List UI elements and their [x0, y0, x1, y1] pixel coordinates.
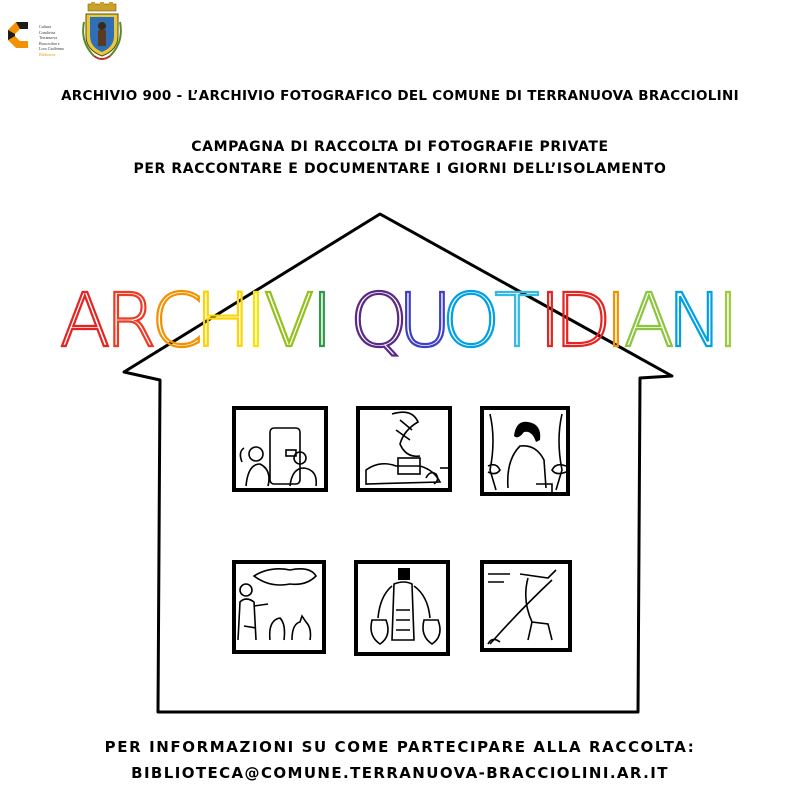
logo-line: Loro Ciuffenna [39, 46, 64, 51]
title-letter: A [623, 278, 675, 364]
logo-line: Terranuova [39, 35, 58, 40]
window-family-pets [234, 562, 324, 652]
title-letter: I [539, 278, 561, 364]
window-person-shopping [356, 562, 448, 654]
title-letter: H [195, 278, 251, 364]
logo-line: Condivisa [39, 29, 56, 35]
title-letter: Q [349, 278, 409, 364]
campaign-line-1: CAMPAGNA DI RACCOLTA DI FOTOGRAFIE PRIVATE [191, 139, 609, 155]
logo-line: Bracciolini e [39, 40, 60, 46]
title-letter: T [494, 278, 540, 364]
campaign-line-2: PER RACCONTARE E DOCUMENTARE I GIORNI DELL’ISOLAMENTO [133, 161, 667, 177]
title-letter: N [667, 278, 723, 364]
window-video-call [234, 408, 326, 490]
title-letter: I [717, 278, 739, 364]
title-letter: D [554, 278, 612, 364]
window-person-cleaning [482, 562, 570, 650]
title-letter: I [605, 278, 627, 364]
title-letter: O [441, 278, 501, 364]
title-letter: R [105, 278, 157, 364]
info-text: PER INFORMAZIONI SU COME PARTECIPARE ALLA RACCOLTA: [104, 738, 696, 756]
contact-email-link[interactable]: BIBLIOTECA@COMUNE.TERRANUOVA-BRACCIOLINI.AR.IT [131, 764, 669, 782]
title-letter: U [397, 278, 453, 364]
title-letter: A [59, 278, 111, 364]
title-letter: I [311, 278, 333, 364]
window-person-at-window [482, 408, 568, 494]
title-letter: C [151, 278, 203, 364]
archivi-quotidiani-title [0, 266, 800, 366]
title-letter: I [245, 278, 267, 364]
logo-line: Biblioteca [39, 51, 56, 57]
logo-line: Cultura [39, 24, 51, 29]
header-title: ARCHIVIO 900 - L’ARCHIVIO FOTOGRAFICO DEL COMUNE DI TERRANUOVA BRACCIOLINI [61, 88, 739, 104]
title-letter: V [263, 278, 315, 364]
window-laptop-work [358, 408, 450, 490]
